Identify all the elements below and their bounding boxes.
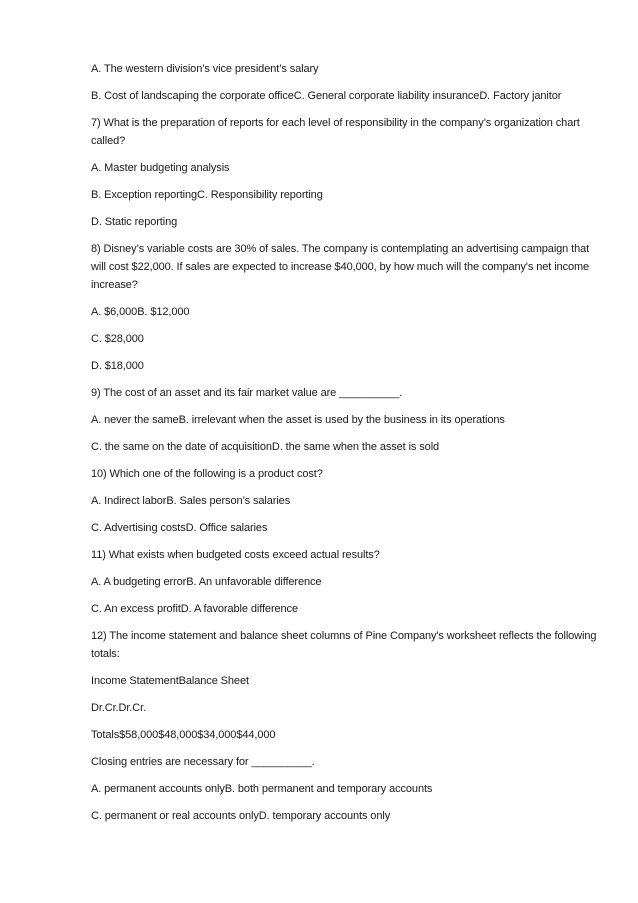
q7-options-b-c: B. Exception reportingC. Responsibility reporting	[91, 189, 323, 201]
q12-table-header: Income StatementBalance Sheet	[91, 675, 249, 687]
q8-option-d: D. $18,000	[91, 360, 144, 372]
question-8: 8) Disney’s variable costs are 30% of sales. The company is contemplating an advertising campaign that will cost $22,000. If sales are expected to increase $40,000, by how much will the company's net income increase?	[91, 243, 590, 291]
q7-option-d: D. Static reporting	[91, 216, 178, 228]
answer-option-a-western-vp: A. The western division’s vice president’s salary	[91, 63, 319, 75]
question-10: 10) Which one of the following is a product cost?	[91, 468, 323, 480]
answer-options-b-c-d: B. Cost of landscaping the corporate officeC. General corporate liability insuranceD. Factory janitor	[91, 90, 562, 102]
q9-options-c-d: C. the same on the date of acquisitionD. the same when the asset is sold	[91, 441, 440, 453]
question-11: 11) What exists when budgeted costs exceed actual results?	[91, 549, 380, 561]
q7-option-a: A. Master budgeting analysis	[91, 162, 230, 174]
question-12: 12) The income statement and balance sheet columns of Pine Company's worksheet reflects the following totals:	[91, 630, 597, 660]
question-9: 9) The cost of an asset and its fair market value are __________.	[91, 387, 403, 399]
q11-options-a-b: A. A budgeting errorB. An unfavorable difference	[91, 576, 322, 588]
q8-options-a-b: A. $6,000B. $12,000	[91, 306, 190, 318]
q12-table-totals: Totals$58,000$48,000$34,000$44,000	[91, 729, 276, 741]
q9-options-a-b: A. never the sameB. irrelevant when the asset is used by the business in its operations	[91, 414, 505, 426]
q11-options-c-d: C. An excess profitD. A favorable difference	[91, 603, 298, 615]
q12-options-c-d: C. permanent or real accounts onlyD. temporary accounts only	[91, 810, 391, 822]
q12-options-a-b: A. permanent accounts onlyB. both permanent and temporary accounts	[91, 783, 433, 795]
question-7: 7) What is the preparation of reports for each level of responsibility in the company’s organization chart called?	[91, 117, 580, 147]
q10-options-c-d: C. Advertising costsD. Office salaries	[91, 522, 268, 534]
q12-prompt: Closing entries are necessary for __________.	[91, 756, 315, 768]
q8-option-c: C. $28,000	[91, 333, 144, 345]
q12-table-subheader: Dr.Cr.Dr.Cr.	[91, 702, 147, 714]
q10-options-a-b: A. Indirect laborB. Sales person’s salaries	[91, 495, 291, 507]
